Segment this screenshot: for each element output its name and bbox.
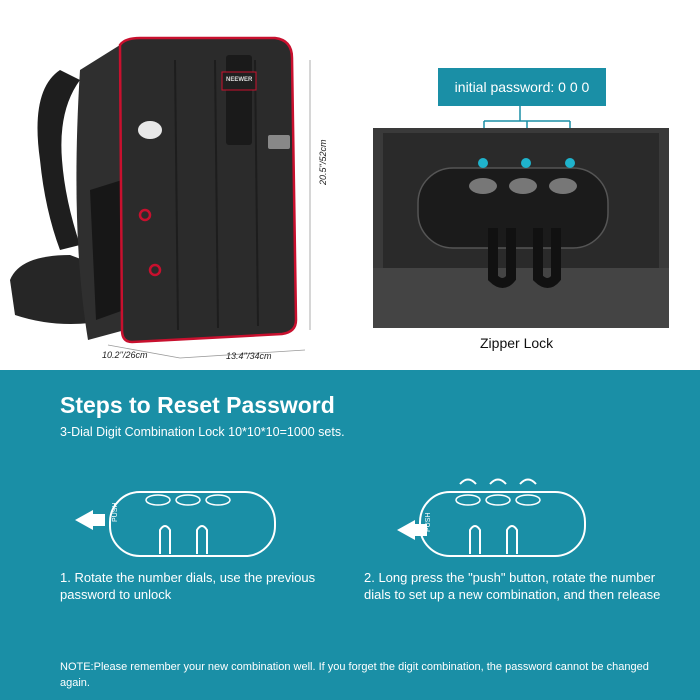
- rotate-arrow-icon: [490, 480, 506, 485]
- instructions-panel: [0, 370, 700, 700]
- step1-lock-diagram: [65, 480, 285, 560]
- initial-password-label: initial password: 0 0 0: [454, 79, 590, 95]
- rotate-arrow-icon: [520, 480, 536, 485]
- note-text: NOTE:Please remember your new combination well. If you forget the digit combination, the password cannot be changed again.: [60, 661, 649, 689]
- initial-password-callout: [438, 68, 606, 106]
- brand-label: NEEWER: [226, 77, 253, 83]
- push-button-label-2: PUSH: [425, 512, 432, 532]
- rotate-arrow-icon: [460, 480, 476, 485]
- zipper-lock-photo: [373, 128, 669, 328]
- push-button-label-1: PUSH: [112, 502, 119, 522]
- instructions-title: Steps to Reset Password: [60, 392, 335, 418]
- step1-text: 1. Rotate the number dials, use the previous password to unlock: [60, 570, 316, 602]
- backpack-image: [0, 30, 345, 365]
- dimension-width: 13.4''/34cm: [226, 351, 272, 361]
- instructions-subtitle: 3-Dial Digit Combination Lock 10*10*10=1000 sets.: [60, 425, 345, 439]
- step2-text: 2. Long press the "push" button, rotate the number dials to set up a new combination, and then release: [364, 570, 661, 602]
- push-arrow-icon: [75, 510, 105, 530]
- dimension-height: 20.5''/52cm: [318, 139, 328, 185]
- zipper-lock-label: Zipper Lock: [480, 335, 554, 351]
- dimension-depth: 10.2''/26cm: [102, 350, 148, 360]
